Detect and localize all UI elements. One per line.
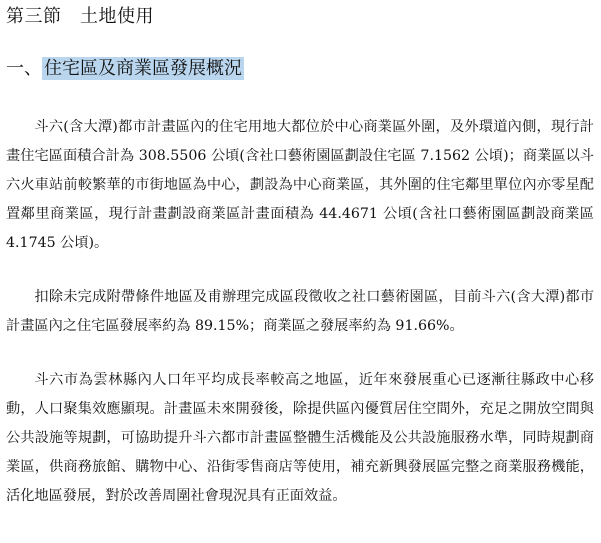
subsection-title-highlighted: 住宅區及商業區發展概況 [44, 58, 242, 79]
paragraph-residential-commercial-area: 斗六(含大潭)都市計畫區內的住宅用地大都位於中心商業區外圍，及外環道內側，現行計畫住宅區面積合計為 308.5506 公頃(含社口藝術園區劃設住宅區 7.1562 公頃)；商業區以斗六火車站前較繁華的市街地區為中心，劃設為中心商業區，其外圍的住宅鄰里單位內亦零星配置鄰里商業區，現行計畫劃設商業區計畫面積為 44.4671 公頃(含社口藝術園區劃設商業區 4.1745 公頃)。 [6, 119, 594, 251]
paragraph-population-growth: 斗六市為雲林縣內人口年平均成長率較高之地區，近年來發展重心已逐漸往縣政中心移動，人口聚集效應顯現。計畫區未來開發後，除提供區內優質居住空間外，充足之開放空間與公共設施等規劃，可協助提升斗六都市計畫區整體生活機能及公共設施服務水準，同時規劃商業區，供商務旅館、購物中心、沿街零售商店等使用，補充新興發展區完整之商業服務機能，活化地區發展，對於改善周圍社會現況具有正面效益。 [6, 372, 594, 504]
section-heading: 第三節 土地使用 [6, 6, 154, 27]
subsection-number: 一、 [6, 58, 42, 79]
subsection-heading [6, 54, 244, 80]
paragraph-development-rate: 扣除未完成附帶條件地區及甫辦理完成區段徵收之社口藝術園區，目前斗六(含大潭)都市計畫區內之住宅區發展率約為 89.15%；商業區之發展率約為 91.66%。 [6, 289, 594, 334]
